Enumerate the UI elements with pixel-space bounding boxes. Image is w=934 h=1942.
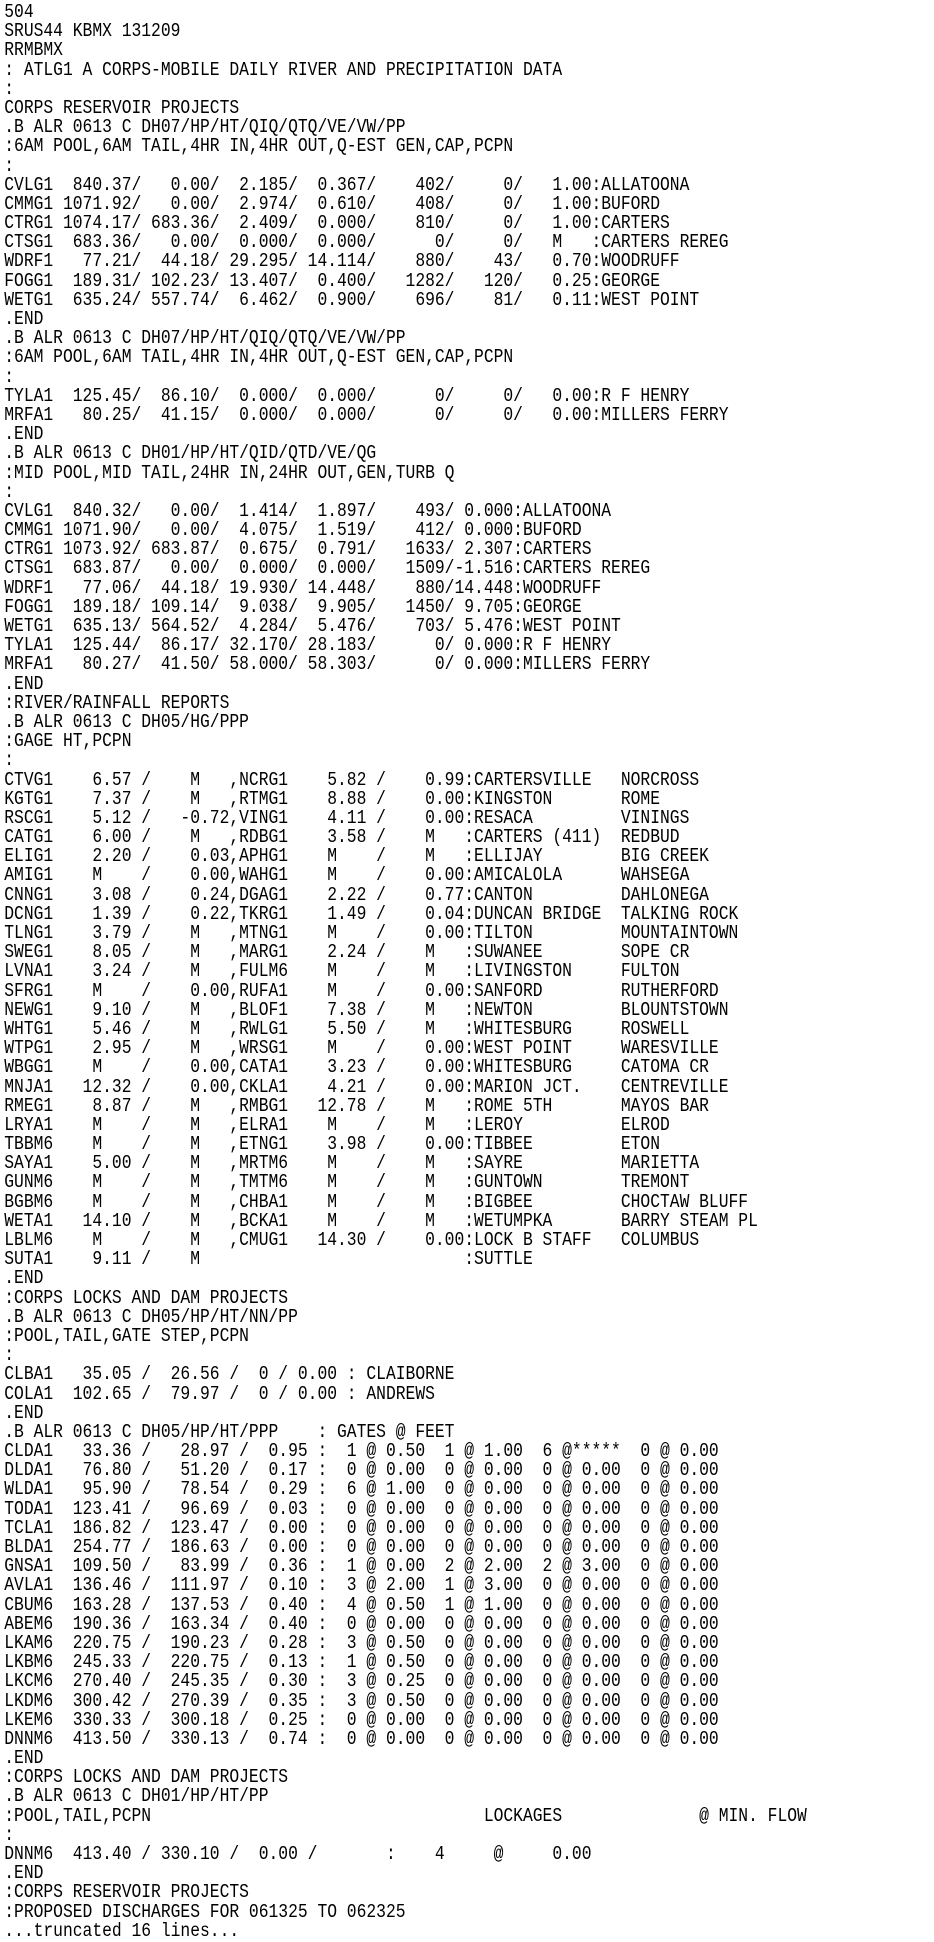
- bulletin-line: : ATLG1 A CORPS-MOBILE DAILY RIVER AND PRECIPITATION DATA: [4, 58, 563, 81]
- bulletin-line: WTPG1 2.95 / M ,WRSG1 M / 0.00:WEST POINT WARESVILLE: [4, 1037, 719, 1060]
- bulletin-line: CMMG1 1071.92/ 0.00/ 2.974/ 0.610/ 408/ 0/ 1.00:BUFORD: [4, 192, 660, 215]
- bulletin-line: SWEG1 8.05 / M ,MARG1 2.24 / M :SUWANEE SOPE CR: [4, 941, 690, 964]
- bulletin-line: .END: [4, 423, 44, 446]
- bulletin-line: AVLA1 136.46 / 111.97 / 0.10 : 3 @ 2.00 1 @ 3.00 0 @ 0.00 0 @ 0.00: [4, 1574, 719, 1597]
- bulletin-line: LKEM6 330.33 / 300.18 / 0.25 : 0 @ 0.00 0 @ 0.00 0 @ 0.00 0 @ 0.00: [4, 1708, 719, 1731]
- bulletin-line: RRMBMX: [4, 39, 63, 62]
- bulletin-line: GUNM6 M / M ,TMTM6 M / M :GUNTOWN TREMONT: [4, 1171, 690, 1194]
- bulletin-line: .B ALR 0613 C DH07/HP/HT/QIQ/QTQ/VE/VW/PP: [4, 116, 406, 139]
- bulletin-line: LVNA1 3.24 / M ,FULM6 M / M :LIVINGSTON FULTON: [4, 960, 680, 983]
- bulletin-line: LKBM6 245.33 / 220.75 / 0.13 : 1 @ 0.50 0 @ 0.00 0 @ 0.00 0 @ 0.00: [4, 1651, 719, 1674]
- bulletin-line: WDRF1 77.21/ 44.18/ 29.295/ 14.114/ 880/ 43/ 0.70:WOODRUFF: [4, 250, 680, 273]
- bulletin-line: ELIG1 2.20 / 0.03,APHG1 M / M :ELLIJAY BIG CREEK: [4, 845, 709, 868]
- bulletin-line: :: [4, 749, 15, 772]
- bulletin-line: .END: [4, 1401, 44, 1424]
- bulletin-line: WBGG1 M / 0.00,CATA1 3.23 / 0.00:WHITESBURG CATOMA CR: [4, 1056, 709, 1079]
- bulletin-line: CBUM6 163.28 / 137.53 / 0.40 : 4 @ 0.50 1 @ 1.00 0 @ 0.00 0 @ 0.00: [4, 1593, 719, 1616]
- bulletin-line: AMIG1 M / 0.00,WAHG1 M / 0.00:AMICALOLA WAHSEGA: [4, 864, 690, 887]
- bulletin-line: DCNG1 1.39 / 0.22,TKRG1 1.49 / 0.04:DUNCAN BRIDGE TALKING ROCK: [4, 902, 739, 925]
- bulletin-line: LKAM6 220.75 / 190.23 / 0.28 : 3 @ 0.50 0 @ 0.00 0 @ 0.00 0 @ 0.00: [4, 1631, 719, 1654]
- bulletin-line: :: [4, 1344, 15, 1367]
- bulletin-line: CORPS RESERVOIR PROJECTS: [4, 96, 240, 119]
- bulletin-line: LKDM6 300.42 / 270.39 / 0.35 : 3 @ 0.50 0 @ 0.00 0 @ 0.00 0 @ 0.00: [4, 1689, 719, 1712]
- bulletin-line: TLNG1 3.79 / M ,MTNG1 M / 0.00:TILTON MOUNTAINTOWN: [4, 922, 739, 944]
- bulletin-line: SRUS44 KBMX 131209: [4, 20, 181, 43]
- bulletin-line: CLDA1 33.36 / 28.97 / 0.95 : 1 @ 0.50 1 @ 1.00 6 @***** 0 @ 0.00: [4, 1440, 719, 1463]
- bulletin-line: .END: [4, 672, 44, 695]
- bulletin-line: FOGG1 189.18/ 109.14/ 9.038/ 9.905/ 1450/ 9.705:GEORGE: [4, 595, 582, 618]
- bulletin-line: MRFA1 80.27/ 41.50/ 58.000/ 58.303/ 0/ 0.000:MILLERS FERRY: [4, 653, 651, 676]
- bulletin-line: FOGG1 189.31/ 102.23/ 13.407/ 0.400/ 1282/ 120/ 0.25:GEORGE: [4, 269, 660, 292]
- bulletin-line: CTSG1 683.87/ 0.00/ 0.000/ 0.000/ 1509/-1.516:CARTERS REREG: [4, 557, 651, 580]
- bulletin-line: MNJA1 12.32 / 0.00,CKLA1 4.21 / 0.00:MARION JCT. CENTREVILLE: [4, 1075, 729, 1098]
- bulletin-line: .B ALR 0613 C DH05/HP/HT/PPP : GATES @ FEET: [4, 1420, 455, 1443]
- bulletin-line: ABEM6 190.36 / 163.34 / 0.40 : 0 @ 0.00 0 @ 0.00 0 @ 0.00 0 @ 0.00: [4, 1612, 719, 1635]
- bulletin-line: TCLA1 186.82 / 123.47 / 0.00 : 0 @ 0.00 0 @ 0.00 0 @ 0.00 0 @ 0.00: [4, 1516, 719, 1539]
- bulletin-line: CTRG1 1074.17/ 683.36/ 2.409/ 0.000/ 810/ 0/ 1.00:CARTERS: [4, 212, 670, 235]
- bulletin-line: :POOL,TAIL,PCPN LOCKAGES @ MIN. FLOW: [4, 1804, 807, 1827]
- bulletin-line: SFRG1 M / 0.00,RUFA1 M / 0.00:SANFORD RUTHERFORD: [4, 979, 719, 1002]
- bulletin-line: BGBM6 M / M ,CHBA1 M / M :BIGBEE CHOCTAW BLUFF: [4, 1190, 749, 1213]
- bulletin-line: WDRF1 77.06/ 44.18/ 19.930/ 14.448/ 880/14.448:WOODRUFF: [4, 576, 602, 599]
- bulletin-line: :CORPS RESERVOIR PROJECTS: [4, 1881, 249, 1904]
- bulletin-line: LRYA1 M / M ,ELRA1 M / M :LEROY ELROD: [4, 1113, 670, 1136]
- bulletin-line: KGTG1 7.37 / M ,RTMG1 8.88 / 0.00:KINGSTON ROME: [4, 787, 660, 810]
- bulletin-line: .B ALR 0613 C DH05/HP/HT/NN/PP: [4, 1305, 298, 1328]
- bulletin-line: TODA1 123.41 / 96.69 / 0.03 : 0 @ 0.00 0 @ 0.00 0 @ 0.00 0 @ 0.00: [4, 1497, 719, 1520]
- bulletin-line: :CORPS LOCKS AND DAM PROJECTS: [4, 1766, 289, 1789]
- bulletin-line: BLDA1 254.77 / 186.63 / 0.00 : 0 @ 0.00 0 @ 0.00 0 @ 0.00 0 @ 0.00: [4, 1536, 719, 1558]
- bulletin-line: .B ALR 0613 C DH07/HP/HT/QIQ/QTQ/VE/VW/PP: [4, 327, 406, 350]
- bulletin-line: .B ALR 0613 C DH01/HP/HT/PP: [4, 1785, 269, 1808]
- bulletin-line: WETA1 14.10 / M ,BCKA1 M / M :WETUMPKA BARRY STEAM PL: [4, 1209, 758, 1232]
- bulletin-line: DNNM6 413.50 / 330.13 / 0.74 : 0 @ 0.00 0 @ 0.00 0 @ 0.00 0 @ 0.00: [4, 1727, 719, 1750]
- bulletin-line: :GAGE HT,PCPN: [4, 730, 132, 753]
- bulletin-line: :: [4, 154, 15, 177]
- bulletin-line: SUTA1 9.11 / M :SUTTLE: [4, 1248, 533, 1271]
- bulletin-line: MRFA1 80.25/ 41.15/ 0.000/ 0.000/ 0/ 0/ 0.00:MILLERS FERRY: [4, 403, 729, 426]
- bulletin-line: WETG1 635.13/ 564.52/ 4.284/ 5.476/ 703/ 5.476:WEST POINT: [4, 615, 621, 637]
- bulletin-line: :: [4, 365, 15, 388]
- bulletin-line: .END: [4, 1267, 44, 1290]
- bulletin-line: LKCM6 270.40 / 245.35 / 0.30 : 3 @ 0.25 0 @ 0.00 0 @ 0.00 0 @ 0.00: [4, 1670, 719, 1693]
- bulletin-line: 504: [4, 1, 34, 23]
- bulletin-line: TYLA1 125.45/ 86.10/ 0.000/ 0.000/ 0/ 0/ 0.00:R F HENRY: [4, 384, 690, 407]
- bulletin-line: WHTG1 5.46 / M ,RWLG1 5.50 / M :WHITESBURG ROSWELL: [4, 1017, 690, 1040]
- bulletin-line: :MID POOL,MID TAIL,24HR IN,24HR OUT,GEN,TURB Q: [4, 461, 455, 484]
- bulletin-line: ...truncated 16 lines...: [4, 1919, 240, 1942]
- bulletin-line: COLA1 102.65 / 79.97 / 0 / 0.00 : ANDREWS: [4, 1382, 435, 1405]
- bulletin-line: :POOL,TAIL,GATE STEP,PCPN: [4, 1324, 249, 1347]
- bulletin-line: .END: [4, 1862, 44, 1885]
- bulletin-line: RMEG1 8.87 / M ,RMBG1 12.78 / M :ROME 5TH MAYOS BAR: [4, 1094, 709, 1117]
- bulletin-line: CATG1 6.00 / M ,RDBG1 3.58 / M :CARTERS (411) REDBUD: [4, 826, 680, 849]
- bulletin-line: CTVG1 6.57 / M ,NCRG1 5.82 / 0.99:CARTERSVILLE NORCROSS: [4, 768, 700, 791]
- bulletin-line: :6AM POOL,6AM TAIL,4HR IN,4HR OUT,Q-EST GEN,CAP,PCPN: [4, 346, 514, 369]
- bulletin-line: CLBA1 35.05 / 26.56 / 0 / 0.00 : CLAIBORNE: [4, 1363, 455, 1386]
- bulletin-line: .END: [4, 308, 44, 330]
- bulletin-line: DNNM6 413.40 / 330.10 / 0.00 / : 4 @ 0.00: [4, 1843, 592, 1865]
- bulletin-line: TBBM6 M / M ,ETNG1 3.98 / 0.00:TIBBEE ETON: [4, 1133, 660, 1156]
- bulletin-line: .B ALR 0613 C DH01/HP/HT/QID/QTD/VE/QG: [4, 442, 377, 465]
- bulletin-line: TYLA1 125.44/ 86.17/ 32.170/ 28.183/ 0/ 0.000:R F HENRY: [4, 634, 612, 657]
- bulletin-line: CTSG1 683.36/ 0.00/ 0.000/ 0.000/ 0/ 0/ M :CARTERS REREG: [4, 231, 729, 254]
- bulletin-line: GNSA1 109.50 / 83.99 / 0.36 : 1 @ 0.00 2 @ 2.00 2 @ 3.00 0 @ 0.00: [4, 1555, 719, 1578]
- bulletin-line: LBLM6 M / M ,CMUG1 14.30 / 0.00:LOCK B STAFF COLUMBUS: [4, 1229, 700, 1251]
- bulletin-line: :CORPS LOCKS AND DAM PROJECTS: [4, 1286, 289, 1309]
- bulletin-line: DLDA1 76.80 / 51.20 / 0.17 : 0 @ 0.00 0 @ 0.00 0 @ 0.00 0 @ 0.00: [4, 1459, 719, 1482]
- bulletin-line: .B ALR 0613 C DH05/HG/PPP: [4, 710, 249, 733]
- bulletin-line: WLDA1 95.90 / 78.54 / 0.29 : 6 @ 1.00 0 @ 0.00 0 @ 0.00 0 @ 0.00: [4, 1478, 719, 1501]
- bulletin-line: :: [4, 1823, 15, 1846]
- bulletin-line: CVLG1 840.32/ 0.00/ 1.414/ 1.897/ 493/ 0.000:ALLATOONA: [4, 499, 612, 522]
- bulletin-line: CNNG1 3.08 / 0.24,DGAG1 2.22 / 0.77:CANTON DAHLONEGA: [4, 883, 709, 906]
- bulletin-line: CVLG1 840.37/ 0.00/ 2.185/ 0.367/ 402/ 0/ 1.00:ALLATOONA: [4, 173, 690, 196]
- bulletin-line: CMMG1 1071.90/ 0.00/ 4.075/ 1.519/ 412/ 0.000:BUFORD: [4, 519, 582, 542]
- bulletin-line: :PROPOSED DISCHARGES FOR 061325 TO 062325: [4, 1900, 406, 1923]
- bulletin-line: SAYA1 5.00 / M ,MRTM6 M / M :SAYRE MARIETTA: [4, 1152, 700, 1175]
- bulletin-line: RSCG1 5.12 / -0.72,VING1 4.11 / 0.00:RESACA VININGS: [4, 806, 690, 829]
- bulletin-line: WETG1 635.24/ 557.74/ 6.462/ 0.900/ 696/ 81/ 0.11:WEST POINT: [4, 288, 700, 311]
- bulletin-line: :: [4, 480, 15, 503]
- bulletin-line: :: [4, 77, 15, 100]
- bulletin-line: NEWG1 9.10 / M ,BLOF1 7.38 / M :NEWTON BLOUNTSTOWN: [4, 998, 729, 1021]
- bulletin-line: CTRG1 1073.92/ 683.87/ 0.675/ 0.791/ 1633/ 2.307:CARTERS: [4, 538, 592, 561]
- bulletin-line: :RIVER/RAINFALL REPORTS: [4, 691, 230, 714]
- bulletin-line: :6AM POOL,6AM TAIL,4HR IN,4HR OUT,Q-EST GEN,CAP,PCPN: [4, 135, 514, 158]
- bulletin-line: .END: [4, 1747, 44, 1770]
